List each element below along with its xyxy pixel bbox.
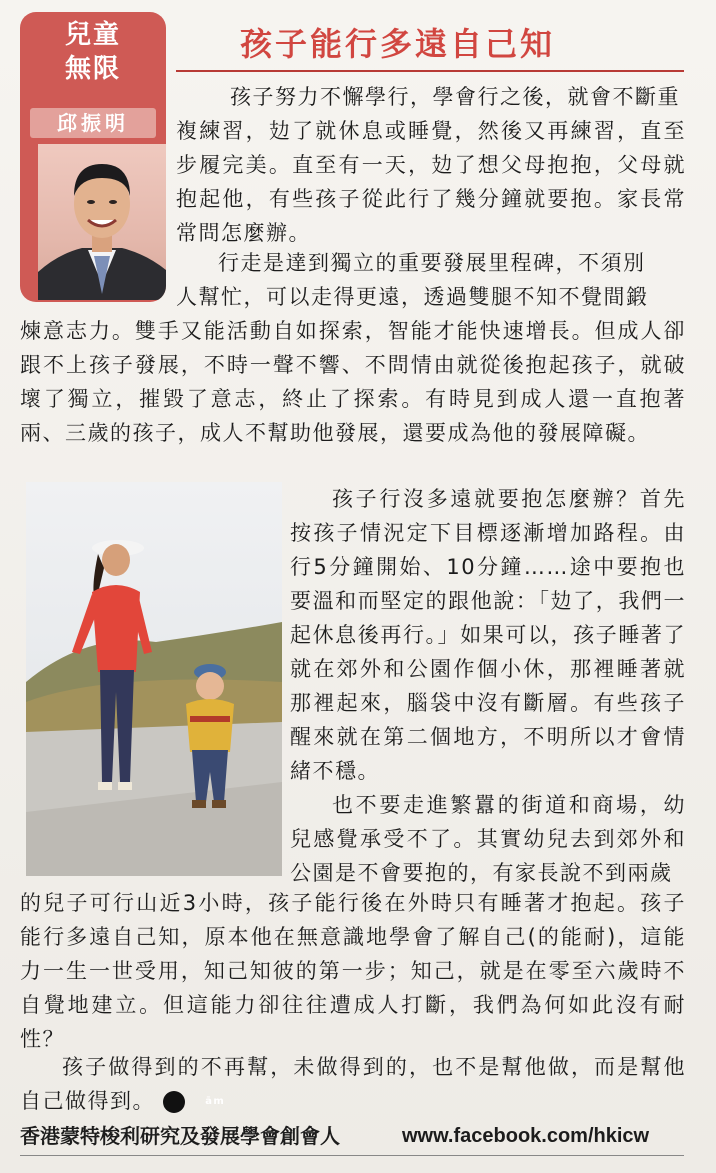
- paragraph-2-first-line: 行走是達到獨立的重要發展里程碑，不須別: [218, 251, 646, 275]
- paragraph-4-body: 的兒子可行山近3小時，孩子能行後在外時只有睡著才抱起。孩子能行多遠自己知，原本他在無意識地學會了解自己(的能耐)，這能力一生一世受用，知己知彼的第一步；知己，就是在零至六歲時不自覺地建立。但這能力卻往往遭成人打斷，我們為何如此沒有耐性？: [20, 891, 686, 1051]
- author-credit: 香港蒙特梭利研究及發展學會創會人: [20, 1124, 340, 1148]
- facebook-url: www.facebook.com/hkicw: [402, 1125, 650, 1147]
- article-photo-drawing: [26, 482, 282, 876]
- article-photo-mother-and-child: [26, 482, 282, 876]
- paragraph-3: 孩子行沒多遠就要抱怎麼辦？首先按孩子情況定下目標逐漸增加路程。由行5分鐘開始、10分鐘……途中要抱也要溫和而堅定的跟他說：「攰了，我們一起休息後再行。」如果可以，孩子睡著了就在郊外和公園作個小休，那裡睡著就那裡起來，腦袋中沒有斷層。有些孩子醒來就在第二個地方，不明所以才會情緒不穩。: [290, 487, 686, 783]
- footer-divider: [20, 1155, 684, 1156]
- paragraph-5-text: 孩子做得到的不再幫，未做得到的，也不是幫他做，而是幫他自己做得到。: [20, 1055, 686, 1113]
- column-name-line1: 兒童: [64, 20, 121, 50]
- author-portrait-drawing: [38, 144, 166, 300]
- author-name: 邱振明: [30, 108, 156, 138]
- author-portrait: [38, 144, 166, 300]
- paragraph-2-body: 煉意志力。雙手又能活動自如探索，智能才能快速增長。但成人卻跟不上孩子發展，不時一聲不響、不問情由就從後抱起孩子，就破壞了獨立，摧毀了意志，終止了探索。有時見到成人還一直抱著兩、三歲的孩子，成人不幫助他發展，還要成為他的發展障礙。: [20, 319, 686, 445]
- paragraph-1-body: 複練習，攰了就休息或睡覺，然後又再練習，直至步履完美。直至有一天，攰了想父母抱抱，父母就抱起他，有些孩子從此行了幾分鐘就要抱。家長常常問怎麼辦。: [176, 119, 686, 245]
- article-headline: 孩子能行多遠自己知: [240, 25, 556, 63]
- paragraph-5: [20, 1050, 686, 1118]
- paragraph-1-first-line: 孩子努力不懈學行，學會行之後，就會不斷重: [230, 85, 680, 109]
- paragraph-4-first-part: 也不要走進繁囂的街道和商場，幼兒感覺承受不了。其實幼兒去到郊外和公園是不會要抱的，有家長說不到兩歲: [290, 793, 686, 885]
- paragraph-2-second-line: 人幫忙，可以走得更遠，透過雙腿不知不覺間鍛: [176, 285, 649, 309]
- headline-divider: [176, 70, 684, 72]
- column-badge: [20, 12, 166, 302]
- column-name-line2: 無限: [64, 54, 121, 84]
- column-name: [20, 18, 166, 86]
- end-mark-icon: ām: [163, 1091, 185, 1113]
